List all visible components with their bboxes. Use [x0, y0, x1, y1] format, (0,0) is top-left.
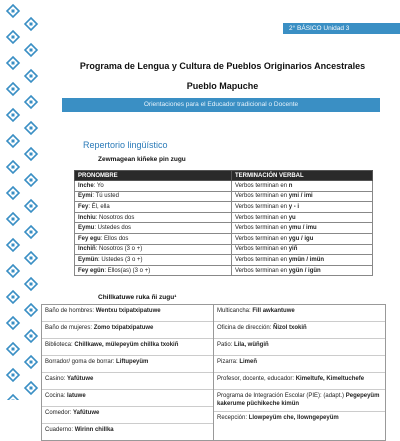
- pattern-motif-icon: [7, 161, 19, 173]
- ending-text: Verbos terminan en: [235, 256, 289, 263]
- vocabulary-term: Wentxu txipatxipatuwe: [95, 308, 161, 314]
- pattern-motif-icon: [7, 343, 19, 355]
- ending-suffix: ymün / imün: [288, 256, 325, 263]
- ending-cell: [232, 202, 373, 213]
- vocabulary-label: Baño de hombres:: [45, 308, 96, 314]
- pattern-motif-icon: [25, 44, 37, 56]
- ending-cell: [232, 181, 373, 192]
- ending-suffix: yu: [288, 214, 296, 221]
- pronoun-cell: [75, 244, 232, 255]
- pattern-motif-icon: [25, 356, 37, 368]
- vocabulary-label: Pizarra:: [217, 359, 240, 365]
- ending-suffix: ygu / igu: [288, 235, 314, 242]
- ending-cell: [232, 212, 373, 223]
- pattern-motif-icon: [25, 96, 37, 108]
- vocabulary-item: [214, 390, 385, 412]
- pattern-motif-icon: [25, 304, 37, 316]
- pronoun-meaning: : Ellos dos: [100, 235, 129, 242]
- ending-cell: [232, 223, 373, 234]
- pattern-motif-icon: [7, 369, 19, 381]
- vocabulary-item: [42, 322, 213, 339]
- vocabulary-label: Borrador/ goma de borrar:: [45, 359, 117, 365]
- ending-cell: [232, 244, 373, 255]
- vocabulary-label: Oficina de dirección:: [217, 325, 274, 331]
- pattern-motif-icon: [7, 135, 19, 147]
- pattern-motif-icon: [25, 226, 37, 238]
- pronoun-term: Inchiu: [78, 214, 96, 221]
- vocabulary-label: Programa de Integración Escolar (PIE): (adapt.): [217, 393, 346, 399]
- section-banner: Orientaciones para el Educador tradicional o Docente: [62, 98, 380, 112]
- table-row: [75, 223, 373, 234]
- vocabulary-label: Biblioteca:: [45, 342, 75, 348]
- pattern-motif-icon: [25, 252, 37, 264]
- pronoun-term: Fey: [78, 203, 89, 210]
- vocabulary-term: Pegepeyüm kakerume püchikeche kimün: [217, 393, 380, 407]
- vocabulary-item: [42, 339, 213, 356]
- pattern-motif-icon: [25, 200, 37, 212]
- vocabulary-item: [42, 424, 213, 440]
- pattern-motif-icon: [7, 187, 19, 199]
- pronoun-meaning: : Él, ella: [88, 203, 110, 210]
- ending-suffix: ygün / igün: [288, 267, 321, 274]
- pattern-motif-icon: [7, 291, 19, 303]
- vocabulary-item: [42, 356, 213, 373]
- mapuche-pattern-icon: [0, 0, 44, 400]
- pronoun-meaning: : Yo: [93, 182, 104, 189]
- pronoun-meaning: : Ustedes (3 o +): [98, 256, 143, 263]
- ending-text: Verbos terminan en: [235, 193, 289, 200]
- pattern-motif-icon: [7, 239, 19, 251]
- pronoun-meaning: : Ellos(as) (3 o +): [104, 267, 151, 274]
- grade-badge: 2° BÁSICO Unidad 3: [283, 23, 400, 34]
- ending-suffix: ymu / imu: [288, 225, 317, 232]
- pronoun-term: Inchiñ: [78, 246, 96, 253]
- vocabulary-item: [42, 390, 213, 407]
- vocabulary-term: Iatuwe: [67, 393, 86, 399]
- ending-suffix: ymi / imi: [288, 193, 313, 200]
- pattern-motif-icon: [7, 109, 19, 121]
- pattern-motif-icon: [25, 382, 37, 394]
- vocabulary-term: Ñizol txokiñ: [273, 325, 307, 331]
- pattern-motif-icon: [25, 18, 37, 30]
- vocabulary-item: [214, 339, 385, 356]
- vocabulary-term: Kimeltufe, Kimeltuchefe: [295, 376, 365, 382]
- pattern-motif-icon: [7, 317, 19, 329]
- column-header: TERMINACIÓN VERBAL: [232, 171, 373, 181]
- ending-text: Verbos terminan en: [235, 246, 289, 253]
- pattern-motif-icon: [25, 122, 37, 134]
- pronoun-term: Eymün: [78, 256, 99, 263]
- pattern-motif-icon: [25, 278, 37, 290]
- vocabulary-label: Cuaderno:: [45, 427, 75, 433]
- vocabulary-label: Casino:: [45, 376, 68, 382]
- vocabulary-label: Cocina:: [45, 393, 68, 399]
- pattern-motif-icon: [7, 83, 19, 95]
- pronoun-cell: [75, 233, 232, 244]
- table-row: [75, 265, 373, 276]
- pronoun-term: Eymi: [78, 193, 93, 200]
- pronoun-cell: [75, 202, 232, 213]
- ending-text: Verbos terminan en: [235, 182, 289, 189]
- vocabulary-term: Limeñ: [239, 359, 258, 365]
- ending-text: Verbos terminan en: [235, 267, 289, 274]
- pattern-motif-icon: [7, 213, 19, 225]
- pattern-motif-icon: [25, 174, 37, 186]
- vocabulary-term: Yafütuwe: [73, 410, 100, 416]
- table-row: [75, 255, 373, 266]
- vocabulary-label: Recepción:: [217, 415, 249, 421]
- vocabulary-term: Liftupeyüm: [116, 359, 149, 365]
- pattern-motif-icon: [7, 57, 19, 69]
- vocabulary-label: Comedor:: [45, 410, 74, 416]
- vocabulary-item: [214, 412, 385, 428]
- ending-cell: [232, 255, 373, 266]
- pronouns-table: [74, 170, 373, 276]
- column-header: PRONOMBRE: [75, 171, 232, 181]
- pattern-motif-icon: [25, 330, 37, 342]
- vocabulary-label: Patio:: [217, 342, 235, 348]
- ending-text: Verbos terminan en: [235, 203, 289, 210]
- ending-text: Verbos terminan en: [235, 225, 289, 232]
- ending-suffix: n: [288, 182, 293, 189]
- pronoun-cell: [75, 255, 232, 266]
- decorative-side-border: [0, 0, 44, 400]
- vocabulary-label: Multicancha:: [217, 308, 253, 314]
- vocabulary-item: [214, 356, 385, 373]
- school-vocabulary-heading: Chillkatuwe ruka ñi zugu¹: [98, 294, 177, 301]
- ending-suffix: yiñ: [288, 246, 298, 253]
- pattern-motif-icon: [7, 395, 19, 400]
- pronoun-term: Fey egu: [78, 235, 101, 242]
- vocabulary-item: [42, 407, 213, 424]
- vocabulary-term: Lila, wüñgiñ: [234, 342, 269, 348]
- ending-suffix: y - i: [288, 203, 300, 210]
- school-vocabulary-table: [41, 304, 386, 441]
- pronoun-meaning: : Ustedes dos: [94, 225, 132, 232]
- pronoun-cell: [75, 181, 232, 192]
- pronoun-cell: [75, 212, 232, 223]
- pronoun-cell: [75, 265, 232, 276]
- vocabulary-item: [214, 322, 385, 339]
- ending-cell: [232, 191, 373, 202]
- section-heading: Repertorio lingüístico: [83, 140, 168, 150]
- vocabulary-term: Wirinn chillka: [74, 427, 114, 433]
- pronoun-term: Inche: [78, 182, 94, 189]
- table-row: [75, 191, 373, 202]
- pronoun-term: Eymu: [78, 225, 95, 232]
- vocabulary-item: [214, 373, 385, 390]
- document-title: Programa de Lengua y Cultura de Pueblos Originarios Ancestrales: [79, 61, 366, 71]
- pattern-motif-icon: [7, 5, 19, 17]
- pronoun-meaning: : Nosotros dos: [95, 214, 135, 221]
- document-subtitle: Pueblo Mapuche: [186, 81, 259, 91]
- vocabulary-item: [42, 373, 213, 390]
- ending-text: Verbos terminan en: [235, 235, 289, 242]
- pattern-motif-icon: [25, 70, 37, 82]
- pronoun-cell: [75, 191, 232, 202]
- vocabulary-column-right: [214, 305, 386, 441]
- vocabulary-term: Fill awkantuwe: [252, 308, 295, 314]
- table-header-row: [75, 171, 373, 181]
- vocabulary-column-left: [42, 305, 214, 441]
- pronoun-meaning: : Nosotros (3 o +): [95, 246, 143, 253]
- vocabulary-term: Chillkawe, mülepeyüm chillka txokiñ: [74, 342, 179, 348]
- section-subheading: Zewmagean kiñeke pin zugu: [98, 156, 186, 163]
- pattern-motif-icon: [25, 148, 37, 160]
- vocabulary-term: Llowpeyüm che, llowngepeyüm: [248, 415, 339, 421]
- vocabulary-item: [214, 305, 385, 322]
- table-row: [75, 181, 373, 192]
- ending-text: Verbos terminan en: [235, 214, 289, 221]
- table-row: [75, 233, 373, 244]
- table-row: [75, 244, 373, 255]
- vocabulary-item: [42, 305, 213, 322]
- table-row: [75, 212, 373, 223]
- ending-cell: [232, 233, 373, 244]
- pronoun-cell: [75, 223, 232, 234]
- ending-cell: [232, 265, 373, 276]
- pronoun-meaning: : Tú usted: [92, 193, 119, 200]
- vocabulary-term: Zomo txipatxipatuwe: [93, 325, 154, 331]
- vocabulary-label: Profesor, docente, educador:: [217, 376, 296, 382]
- vocabulary-term: Yafütuwe: [67, 376, 94, 382]
- pattern-motif-icon: [7, 31, 19, 43]
- vocabulary-label: Baño de mujeres:: [45, 325, 94, 331]
- pattern-motif-icon: [7, 265, 19, 277]
- table-row: [75, 202, 373, 213]
- pronoun-term: Fey egün: [78, 267, 105, 274]
